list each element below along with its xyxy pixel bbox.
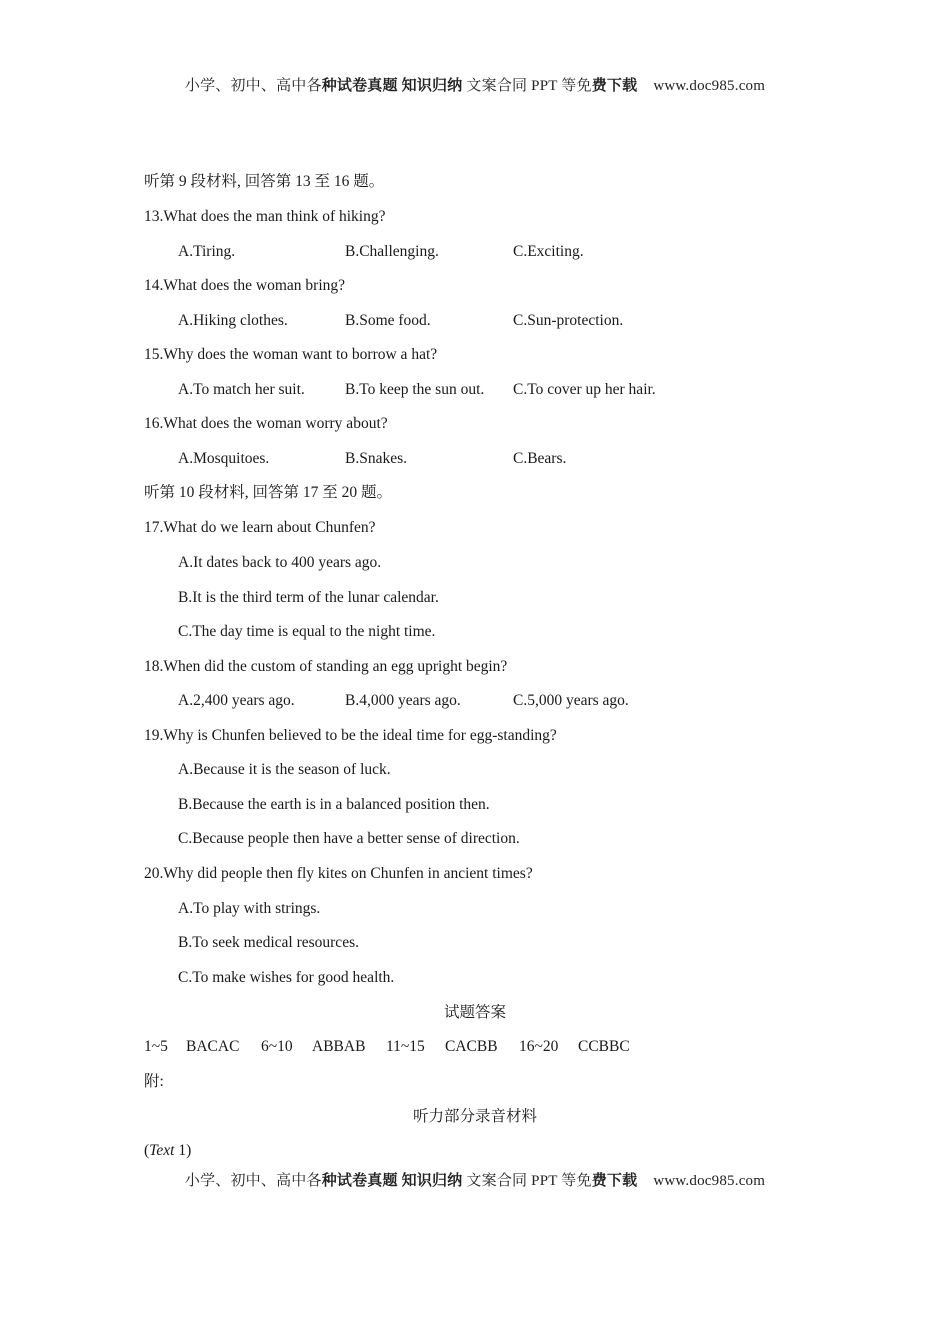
q17-option-c: C.The day time is equal to the night time. xyxy=(178,623,436,640)
q14-option-c: C.Sun-protection. xyxy=(513,312,624,329)
answer-range: 11~15 xyxy=(386,1038,425,1055)
question-15: 15.Why does the woman want to borrow a hat? xyxy=(144,346,438,363)
question-14: 14.What does the woman bring? xyxy=(144,277,346,294)
footer-text: 文案合同 PPT 等免 xyxy=(462,1173,592,1189)
answer-letters: CCBBC xyxy=(578,1038,630,1055)
section-9-instruction: 听第 9 段材料, 回答第 13 至 16 题。 xyxy=(144,173,385,190)
q15-option-c: C.To cover up her hair. xyxy=(513,381,656,398)
header-bold-text: 种试卷真题 xyxy=(321,78,398,94)
q15-option-a: A.To match her suit. xyxy=(178,381,305,398)
header-text: 小学、初中、高中各 xyxy=(184,78,322,94)
header-url[interactable]: www.doc985.com xyxy=(653,78,766,94)
q13-option-b: B.Challenging. xyxy=(345,243,439,260)
question-19: 19.Why is Chunfen believed to be the ideal time for egg-standing? xyxy=(144,727,557,744)
answer-letters: BACAC xyxy=(186,1038,240,1055)
header-text: 文案合同 PPT 等免 xyxy=(462,78,592,94)
answer-range: 6~10 xyxy=(261,1038,293,1055)
q18-option-b: B.4,000 years ago. xyxy=(345,692,461,709)
q19-option-c: C.Because people then have a better sense of direction. xyxy=(178,830,520,847)
answer-letters: ABBAB xyxy=(312,1038,366,1055)
header-bold-text: 费下载 xyxy=(591,78,638,94)
q14-option-b: B.Some food. xyxy=(345,312,431,329)
q18-option-a: A.2,400 years ago. xyxy=(178,692,295,709)
answers-title: 试题答案 xyxy=(443,1004,506,1021)
page-footer xyxy=(0,1169,950,1190)
question-17: 17.What do we learn about Chunfen? xyxy=(144,519,376,536)
q20-option-b: B.To seek medical resources. xyxy=(178,934,359,951)
footer-bold-text: 费下载 xyxy=(591,1173,638,1189)
question-16: 16.What does the woman worry about? xyxy=(144,415,388,432)
section-10-instruction: 听第 10 段材料, 回答第 17 至 20 题。 xyxy=(144,484,393,501)
question-18: 18.When did the custom of standing an egg upright begin? xyxy=(144,658,508,675)
answer-range: 1~5 xyxy=(144,1038,168,1055)
page-header xyxy=(0,74,950,95)
footer-text: 小学、初中、高中各 xyxy=(184,1173,322,1189)
text-1-label: (Text 1) xyxy=(144,1142,192,1159)
question-13: 13.What does the man think of hiking? xyxy=(144,208,386,225)
q19-option-b: B.Because the earth is in a balanced position then. xyxy=(178,796,490,813)
transcript-title: 听力部分录音材料 xyxy=(412,1108,537,1125)
footer-bold-text: 种试卷真题 xyxy=(321,1173,398,1189)
q17-option-b: B.It is the third term of the lunar calendar. xyxy=(178,589,439,606)
q16-option-c: C.Bears. xyxy=(513,450,567,467)
q16-option-b: B.Snakes. xyxy=(345,450,407,467)
appendix-label: 附: xyxy=(144,1073,164,1090)
footer-url[interactable]: www.doc985.com xyxy=(653,1173,766,1189)
answer-letters: CACBB xyxy=(445,1038,498,1055)
q20-option-c: C.To make wishes for good health. xyxy=(178,969,395,986)
q15-option-b: B.To keep the sun out. xyxy=(345,381,485,398)
q18-option-c: C.5,000 years ago. xyxy=(513,692,629,709)
q20-option-a: A.To play with strings. xyxy=(178,900,321,917)
answer-range: 16~20 xyxy=(519,1038,559,1055)
q19-option-a: A.Because it is the season of luck. xyxy=(178,761,391,778)
footer-bold-text: 知识归纳 xyxy=(401,1173,463,1189)
q13-option-c: C.Exciting. xyxy=(513,243,584,260)
q14-option-a: A.Hiking clothes. xyxy=(178,312,288,329)
q13-option-a: A.Tiring. xyxy=(178,243,236,260)
question-20: 20.Why did people then fly kites on Chunfen in ancient times? xyxy=(144,865,533,882)
q16-option-a: A.Mosquitoes. xyxy=(178,450,270,467)
header-bold-text: 知识归纳 xyxy=(401,78,463,94)
q17-option-a: A.It dates back to 400 years ago. xyxy=(178,554,382,571)
